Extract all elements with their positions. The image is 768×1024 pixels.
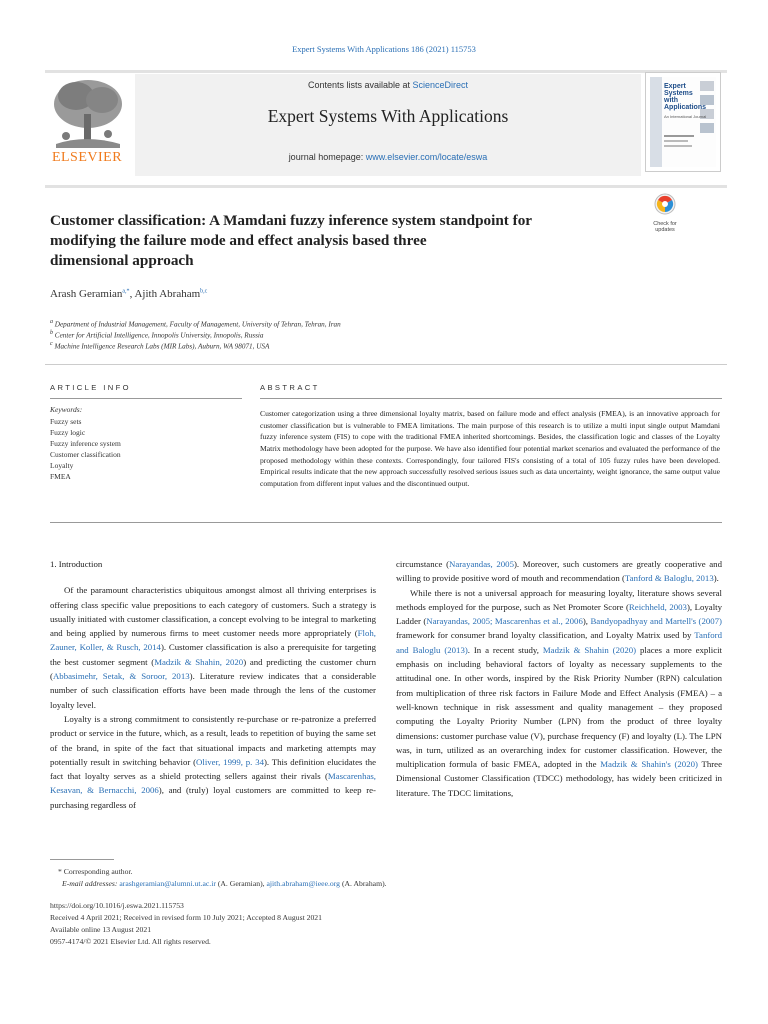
email-owner: (A. Geramian), <box>215 879 267 888</box>
citation-link[interactable]: Narayandas, 2005; Mascarenhas et al., 2006 <box>426 616 583 627</box>
citation-link[interactable]: Tanford & Baloglu, 2013 <box>624 573 714 584</box>
body-right-column <box>396 557 722 800</box>
keyword-item: Fuzzy inference system <box>50 439 121 448</box>
check-updates-label: Check for updates <box>653 221 677 233</box>
divider <box>50 398 242 399</box>
paragraph-text: Loyalty is a strong commitment to consistently re-purchase or re-patronize a preferred product or service in the future, which, as a result, leads to repetition of buying the same set of the brand, in spite of the fact that situational impacts and marketing attempts may potentially result in switching behavior ( <box>50 713 376 767</box>
citation-link[interactable]: Bandyopadhyay and Martell's (2007) <box>590 616 722 627</box>
paragraph-text: circumstance ( <box>396 559 449 569</box>
corresponding-author-note: * Corresponding author. <box>58 867 133 876</box>
body-left-column <box>50 557 376 812</box>
paper-title: Customer classification: A Mamdani fuzzy inference system standpoint for modifying the failure mode and effect analysis based three dimensional approach <box>50 212 533 269</box>
paragraph-text: . In a recent study, <box>467 644 543 655</box>
article-info-heading: ARTICLE INFO <box>50 383 131 392</box>
paragraph-text: Three Dimensional Customer Classification (TDCC) methodology, has widely been criticized in literature. The TDCC limitations, <box>396 759 722 798</box>
citation-link[interactable]: Madzik & Shahin's (2020) <box>600 759 698 770</box>
footnote-rule <box>50 859 114 860</box>
paragraph-text: places a more explicit emphasis on including behavioral factors of loyalty as necessary supplements to the attitudinal one. In other words, inspired by the Risk Priority Number (RPN) calculation from multiplication of three risk factors in Failure Mode and Effect Analysis (FMEA) – a well-known technique in risk assessment and quality management – they proposed computing the Loyalty Priority Number (LPN) from the product of three loyalty dimensions: customer purchase value (V), purchase frequency (F) and loyalty (L). The LPN was, in turn, utilized as an overarching index for customer classification. However, the multiplication formula of basic FMEA, adopted in the <box>396 644 722 770</box>
body-paragraph <box>50 712 376 812</box>
homepage-line <box>135 152 641 162</box>
citation-link[interactable]: Madzik & Shahin (2020) <box>542 644 637 655</box>
paragraph-text: ). This definition elucidates the fact that loyalty serves as a shield protecting sellers against their rivals ( <box>50 756 377 782</box>
affiliation-b: $^b$ Center for Artificial Intelligence, Innopolis University, Innopolis, Russia <box>50 330 264 340</box>
citation-link[interactable]: Tanford and Baloglu (2013) <box>396 630 722 655</box>
body-paragraph <box>50 583 376 712</box>
citation-link[interactable]: Madzik & Shahin, 2020 <box>154 656 244 667</box>
paragraph-text: ), and (truly) loyal customers are committed to keep re-purchasing regardless of <box>50 785 376 810</box>
received-dates: Received 4 April 2021; Received in revised form 10 July 2021; Accepted 8 August 2021 <box>50 913 322 922</box>
paragraph-text: ), Loyalty Ladder ( <box>396 601 722 627</box>
citation-link[interactable]: Floh, Zauner, Koller, & Rusch, 2014 <box>50 628 376 653</box>
journal-title: Expert Systems With Applications <box>267 106 509 126</box>
affiliation-c: $^c$ Machine Intelligence Research Labs (MIR Labs), Auburn, WA 98071, USA <box>50 341 270 351</box>
cover-title: Expert Systems with Applications An International Journal <box>664 83 707 119</box>
paragraph-text: ). Moreover, such customers are greatly cooperative and willing to provide positive word of mouth and recommendation ( <box>396 559 722 584</box>
author-name[interactable]: Arash Geramian <box>50 288 123 300</box>
copyright-line: 0957-4174/© 2021 Elsevier Ltd. All rights reserved. <box>50 937 211 946</box>
paragraph-text: While there is not a universal approach for measuring loyalty, literature shows several methods employed for the purpose, such as Net Promoter Score ( <box>396 587 722 612</box>
available-online: Available online 13 August 2021 <box>50 925 152 934</box>
body-paragraph <box>396 557 722 586</box>
journal-cover[interactable] <box>645 72 721 172</box>
homepage-link[interactable]: www.elsevier.com/locate/eswa <box>365 152 488 162</box>
paragraph-text: ) and predicting the customer churn ( <box>50 656 376 682</box>
email-link[interactable]: arashgeramian@alumni.ut.ac.ir <box>119 879 216 888</box>
keyword-item: Fuzzy sets <box>50 417 82 426</box>
email-label: E-mail addresses: <box>62 879 120 888</box>
check-for-updates-badge[interactable] <box>648 192 682 233</box>
citation-link[interactable]: Abbasimehr, Setak, & Soroor, 2013 <box>52 671 190 682</box>
citation-link[interactable]: Mascarenhas, Kesavan, & Bernacchi, 2006 <box>50 771 376 796</box>
keywords-label: Keywords: <box>50 405 83 414</box>
paragraph-text: ), <box>582 616 591 627</box>
paragraph-text: framework for consumer brand loyalty classification, and Loyalty Matrix used by <box>396 630 695 641</box>
paragraph-text: ). Literature review indicates that a considerable number of such classification efforts have been made through the lens of the customer loyalty level. <box>50 671 377 710</box>
publisher-name: ELSEVIER <box>51 150 123 165</box>
author-affil-marker[interactable]: a,* <box>122 288 130 295</box>
author-name[interactable]: Ajith Abraham <box>134 288 201 300</box>
divider <box>45 364 727 365</box>
citation-link[interactable]: Reichheld, 2003 <box>628 601 687 612</box>
doi-link[interactable]: https://doi.org/10.1016/j.eswa.2021.115753 <box>50 901 184 910</box>
contents-line <box>135 80 641 90</box>
homepage-prefix: journal homepage: <box>288 152 366 162</box>
divider <box>50 522 722 523</box>
paragraph-text: ). <box>713 573 719 584</box>
citation-link[interactable]: Oliver, 1999, p. 34 <box>196 756 264 767</box>
abstract-heading: ABSTRACT <box>260 383 320 392</box>
check-updates-icon <box>648 192 682 216</box>
citation-link[interactable]: Narayandas, 2005 <box>449 559 514 569</box>
paragraph-text: Of the paramount characteristics ubiquitous amongst almost all thriving enterprises is offering class specific value prepositions to each category of customers. Such a strategy is usually initiated with customer classification, a concept evolving to be integral to marketing and being applied by numerous firms to meet customer needs more appropriately ( <box>50 585 376 639</box>
email-line <box>62 878 387 890</box>
paragraph-text: ). Customer classification is also a prerequisite for targeting the best customer segment ( <box>50 642 376 667</box>
author-list <box>50 288 207 300</box>
body-paragraph <box>396 586 722 800</box>
keyword-item: FMEA <box>50 472 71 481</box>
abstract-text: Customer categorization using a three dimensional loyalty matrix, based on failure mode and effect analysis (FMEA), is an innovative approach for customer classification but is vulnerable to FMEA limitations. The main purpose of this research is to utilize a multi input single output Mamdani fuzzy inference system (FIS) to cope with the traditional FMEA inherited shortcomings. Besides, the classification logic and classes of the Loyalty Matrix methodology have been adopted for the purpose. We have also identified four potential market scenarios and evaluated the performance of the proposed methodology within these contexts. Correspondingly, four tailored FIS's consisting of a total of 105 fuzzy rules have been developed. Empirical results indicate that the new approach successfully resolved serious issues such as data uncertainty, weight ignorance, the same output value computation from different input values and the discontinued output. <box>260 409 720 488</box>
divider <box>260 398 722 399</box>
contents-prefix: Contents lists available at <box>307 80 413 90</box>
author-separator: , <box>129 288 135 300</box>
keyword-item: Fuzzy logic <box>50 428 86 437</box>
keyword-item: Loyalty <box>50 461 74 470</box>
journal-citation[interactable]: Expert Systems With Applications 186 (2021) 115753 <box>292 44 476 54</box>
author-affil-marker[interactable]: b,c <box>200 288 208 295</box>
section-heading: 1. Introduction <box>50 559 103 569</box>
email-link[interactable]: ajith.abraham@ieee.org <box>266 879 341 888</box>
affiliation-a: $^a$ Department of Industrial Management, Faculty of Management, University of Tehran, Tehran, Iran <box>50 319 341 329</box>
email-owner: (A. Abraham). <box>340 879 387 888</box>
sciencedirect-link[interactable]: ScienceDirect <box>412 80 469 90</box>
keyword-item: Customer classification <box>50 450 121 459</box>
